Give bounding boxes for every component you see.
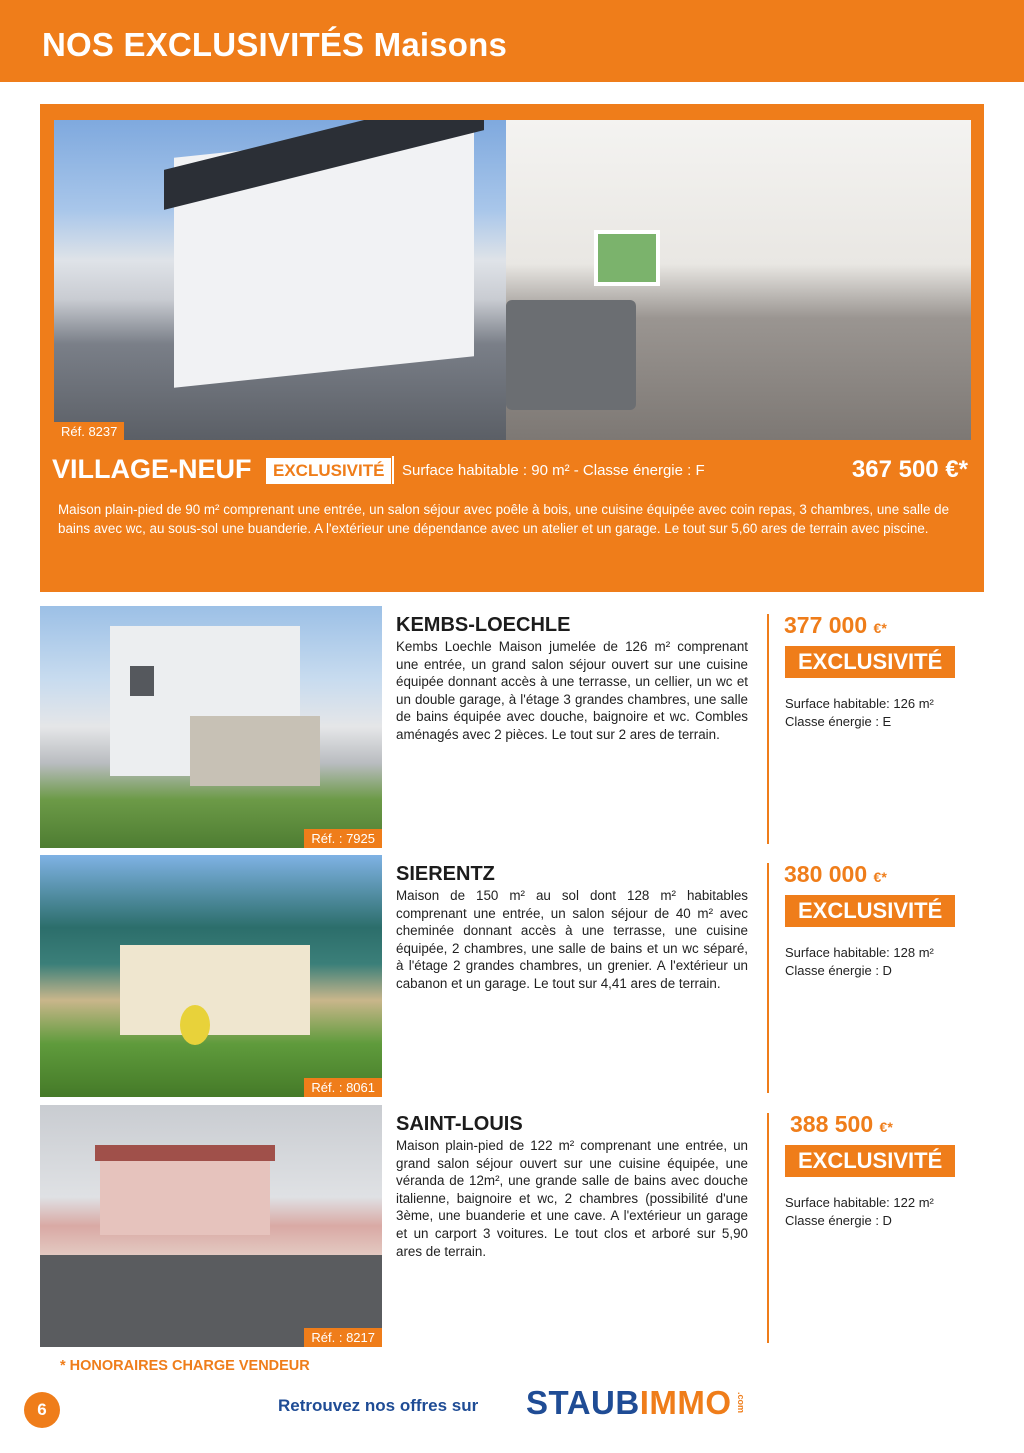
surface-info: Surface habitable: 122 m²	[785, 1195, 934, 1210]
window-shape	[594, 230, 660, 286]
exclusivity-badge: EXCLUSIVITÉ	[785, 895, 955, 927]
listing-price	[784, 612, 887, 639]
exclusivity-badge: EXCLUSIVITÉ	[785, 1145, 955, 1177]
listing-photo	[40, 606, 382, 848]
listing-card[interactable]	[40, 1105, 984, 1349]
listing-photo	[40, 1105, 382, 1347]
page-number: 6	[24, 1392, 60, 1428]
exterior-photo	[54, 120, 506, 440]
exclusivity-badge: EXCLUSIVITÉ	[266, 458, 391, 484]
reference-tag: Réf. 8237	[54, 422, 124, 441]
listing-photo	[40, 855, 382, 1097]
window-shape	[130, 666, 154, 696]
parasol-shape	[180, 1005, 210, 1045]
brand-logo[interactable]	[526, 1384, 732, 1422]
exclusivity-badge: EXCLUSIVITÉ	[785, 646, 955, 678]
pergola-shape	[190, 716, 320, 786]
divider	[392, 456, 394, 484]
listing-price: 367 500 €*	[851, 456, 968, 483]
roof-shape	[95, 1145, 275, 1161]
listing-card[interactable]	[40, 855, 984, 1099]
listing-description: Kembs Loechle Maison jumelée de 126 m² comprenant une entrée, un grand salon séjour ouvert sur une cuisine équipée donnant accès à une terrasse, un cellier, un wc et un double garage, à l'étage 3 grandes chambres, une salle de bains équipée avec douche, baignoire et wc. Combles aménagés avec 2 pièces. Le tout sur 2 ares de terrain.	[396, 639, 748, 742]
page-header	[0, 0, 1024, 82]
brand-logo-part-a: STAUB	[526, 1384, 640, 1421]
divider	[767, 614, 769, 844]
surface-info: Surface habitable: 126 m²	[785, 696, 934, 711]
interior-photo	[506, 120, 971, 440]
energy-class: Classe énergie : E	[785, 714, 892, 729]
featured-listing[interactable]	[40, 104, 984, 592]
divider	[767, 1113, 769, 1343]
price-value: 380 000	[784, 861, 868, 887]
price-currency: €*	[879, 1119, 893, 1135]
house-shape	[120, 945, 310, 1035]
listing-city: SIERENTZ	[396, 863, 495, 885]
price-value: 388 500	[790, 1111, 874, 1137]
fees-footnote: * HONORAIRES CHARGE VENDEUR	[60, 1358, 310, 1374]
reference-tag: Réf. : 8217	[304, 1328, 382, 1347]
listing-card[interactable]	[40, 606, 984, 850]
listing-city: SAINT-LOUIS	[396, 1113, 523, 1135]
listing-description: Maison plain-pied de 122 m² comprenant une entrée, un grand salon séjour ouvert sur une cuisine équipée, une véranda de 12m², une grande salle de bains avec douche italienne, baignoire et wc, 2 chambres (possibilité d'une 3ème, une buanderie et une cave. A l'extérieur un garage et un carport 3 voitures. Le tout clos et arboré sur 5,90 ares de terrain.	[396, 1138, 748, 1259]
brand-logo-part-b: IMMO	[639, 1384, 732, 1421]
listing-city: VILLAGE-NEUF	[52, 454, 252, 484]
price-currency: €*	[873, 620, 887, 636]
listing-description: Maison de 150 m² au sol dont 128 m² habitables comprenant une entrée, un salon séjour de 40 m² avec cheminée donnant accès à une terrasse, une cuisine équipée, 2 chambres, une salle de bains et un wc séparé, à l'étage 2 grandes chambres, un grenier. A l'extérieur un cabanon et un garage. Le tout sur 4,41 ares de terrain.	[396, 888, 748, 991]
brand-domain: .com	[736, 1392, 746, 1414]
reference-tag: Réf. : 8061	[304, 1078, 382, 1097]
listing-city: KEMBS-LOECHLE	[396, 614, 571, 636]
energy-class: Classe énergie : D	[785, 963, 892, 978]
surface-info: Surface habitable: 128 m²	[785, 945, 934, 960]
price-currency: €*	[873, 869, 887, 885]
page-title: NOS EXCLUSIVITÉS Maisons	[42, 26, 508, 63]
price-value: 377 000	[784, 612, 868, 638]
sofa-shape	[506, 300, 636, 410]
divider	[767, 863, 769, 1093]
listing-description: Maison plain-pied de 90 m² comprenant une entrée, un salon séjour avec poêle à bois, une cuisine équipée avec coin repas, 3 chambres, une salle de bains avec wc, au sous-sol une buanderie. A l'extérieur une dépendance avec un atelier et un garage. Le tout sur 5,60 ares de terrain avec piscine.	[58, 502, 950, 536]
listing-price	[784, 861, 887, 888]
listing-info: Surface habitable : 90 m² - Classe énergie : F	[402, 462, 705, 479]
footer-cta: Retrouvez nos offres sur	[278, 1396, 479, 1415]
listing-price	[790, 1111, 893, 1138]
house-shape	[100, 1155, 270, 1235]
reference-tag: Réf. : 7925	[304, 829, 382, 848]
energy-class: Classe énergie : D	[785, 1213, 892, 1228]
